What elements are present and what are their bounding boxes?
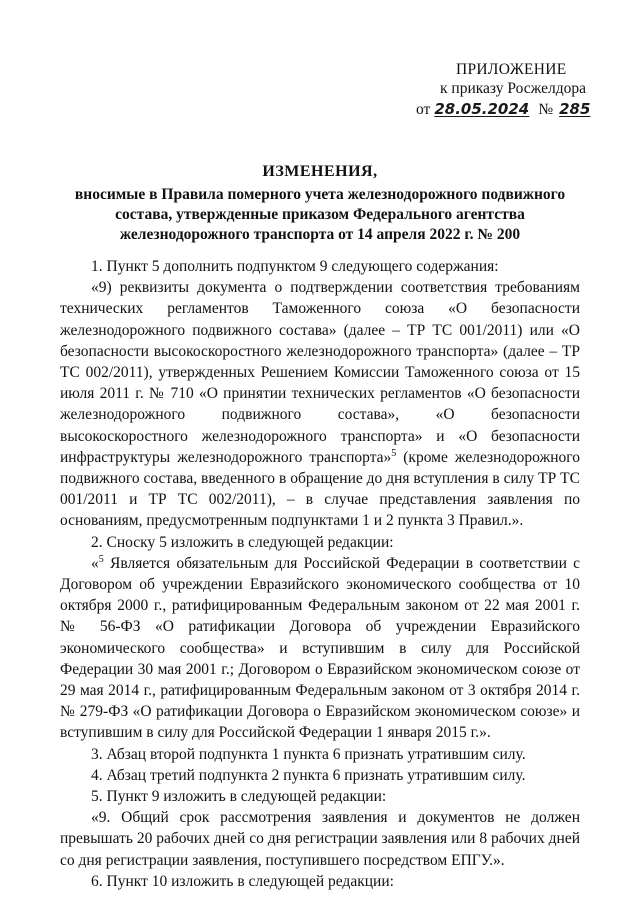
- date-label: от: [416, 101, 431, 118]
- paragraph-4-text: Является обязательным для Российской Федерации в соответствии с Договором об учреждении Евразийского экономического сообщества от 10 октября 2000 г., ратифицированным Федеральным законом от 22 мая 2001 г. № 56-ФЗ «О ратификации Договора об учреждении Евразийского экономического сообщества» и вступившим в силу для Российской Федерации 30 мая 2001 г.; Договором о Евразийском экономическом союзе от 29 мая 2014 г., ратифицированным Федеральным законом от 3 октября 2014 г. № 279-ФЗ «О ратификации Договора о Евразийском экономическом союзе» и вступившим в силу для Российской Федерации 1 января 2015 г.».: [60, 554, 580, 742]
- paragraph-1: 1. Пункт 5 дополнить подпунктом 9 следующего содержания:: [91, 258, 499, 275]
- number-label: №: [538, 101, 554, 118]
- paragraph-4-open-quote: «: [91, 554, 99, 572]
- paragraph-9: 6. Пункт 10 изложить в следующей редакции:: [91, 872, 394, 890]
- appendix-title: ПРИЛОЖЕНИЕ: [456, 61, 567, 78]
- paragraph-4: [60, 553, 580, 744]
- footnote-mark-5: 5: [98, 553, 104, 565]
- paragraph-5: 3. Абзац второй подпункта 1 пункта 6 признать утратившим силу.: [91, 745, 526, 763]
- appendix-date-number-line: [416, 99, 607, 120]
- handwritten-date: 28.05.2024: [434, 100, 530, 118]
- document-heading: [60, 161, 580, 245]
- document-body: [60, 256, 580, 892]
- paragraph-2: [60, 277, 580, 531]
- paragraph-6: 4. Абзац третий подпункта 2 пункта 6 признать утратившим силу.: [91, 766, 526, 784]
- paragraph-3: 2. Сноску 5 изложить в следующей редакции:: [91, 533, 394, 551]
- paragraph-7: 5. Пункт 9 изложить в следующей редакции:: [91, 788, 387, 806]
- paragraph-2-text-a: «9) реквизиты документа о подтверждении соответствия требованиям технических регламентов Таможенного союза «О безопасности железнодорожного подвижного состава» (далее – ТР ТС 001/2011) или «О безопасности высокоскоростного железнодорожного транспорта» (далее – ТР ТС 002/2011), утвержденных Решением Комиссии Таможенного союза от 15 июля 2011 г. № 710 «О принятии технических регламентов «О безопасности железнодорожного подвижного состава», «О безопасности высокоскоростного железнодорожного транспорта» и «О безопасности инфраструктуры железнодорожного транспорта»: [60, 279, 580, 466]
- paragraph-2-text-b: (кроме железнодорожного подвижного состава, введенного в обращение до дня вступления в силу ТР ТС 001/2011 и ТР ТС 002/2011), – в случае представления заявления по основаниям, предусмотренным подпунктами 1 и 2 пункта 3 Правил.».: [60, 448, 580, 530]
- appendix-subtitle: к приказу Росжелдора: [440, 80, 586, 97]
- paragraph-8: «9. Общий срок рассмотрения заявления и документов не должен превышать 20 рабочих дней со дня регистрации заявления или 8 рабочих дней со дня регистрации заявления, поступившего посредством ЕПГУ.».: [60, 809, 580, 869]
- heading-subtitle: вносимые в Правила померного учета железнодорожного подвижного состава, утвержденные приказом Федерального агентства железнодорожного транспорта от 14 апреля 2022 г. № 200: [74, 186, 566, 243]
- footnote-ref-5: 5: [391, 447, 397, 459]
- handwritten-number: 285: [559, 100, 591, 118]
- heading-title: ИЗМЕНЕНИЯ,: [262, 163, 378, 180]
